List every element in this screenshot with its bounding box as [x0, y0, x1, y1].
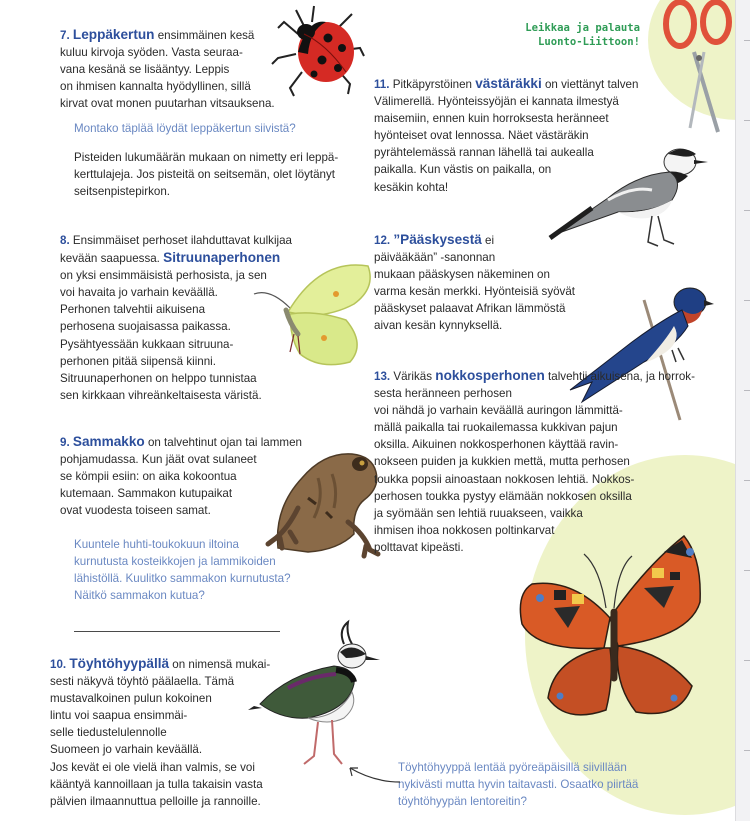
- section-10-body: on nimensä mukai- sesti näkyvä töyhtö päälaella. Tämä mustavalkoinen pulun kokoinen lintu voi saapua ensimmäi- selle tiedustelulennolle Suomeen jo varhain keväällä. Jos kevät ei ole vielä ihan valmis, se voi kääntyä kannoillaan ja tulla takaisin vasta pälvien ilmaannuttua pelloille ja rannoille.: [50, 658, 271, 808]
- section-10-paragraph: [50, 655, 270, 810]
- section-9-question: Kuuntele huhti-toukokuun iltoina kurnutusta kosteikkojen ja lammikoiden lähistöllä. Kuulitko sammakon kurnutusta? Näitkö sammakon kutua?: [74, 538, 291, 603]
- section-8-highlight: Sitruunaperhonen: [163, 250, 281, 266]
- section-11-number: 11.: [374, 78, 390, 91]
- small-tortoiseshell-butterfly-illustration: [514, 528, 714, 740]
- section-12-highlight: ”Pääskysestä: [393, 232, 482, 247]
- section-8-number: 8.: [60, 234, 70, 247]
- section-11-lead: Pitkäpyrstöinen: [392, 78, 472, 91]
- section-13-lead: Värikäs: [393, 370, 433, 383]
- section-8-body: on yksi ensimmäisistä perhosista, ja sen voi havaita jo varhain keväällä. Perhonen talvehtii aikuisena perhosena suojaisassa paikassa. Pysähtyessään kukkaan sitruuna- perhonen pitää siipensä kiinni. Sitruunaperhonen on helppo tunnistaa sen kirkkaan vihreänkeltaisesta väristä.: [60, 269, 267, 402]
- section-13-highlight: nokkosperhonen: [435, 368, 545, 383]
- section-10-question: Töyhtöhyyppä lentää pyöreäpäisillä siivillään nykivästi mutta hyvin taitavasti. Osaatko piirtää töyhtöhyypän lentoreitin?: [398, 761, 639, 809]
- section-12-number: 12.: [374, 234, 391, 247]
- section-11-body: on viettänyt talven Välimerellä. Hyönteissyöjän ei kannata ilmestyä maisemiin, ennen kuin horroksesta heränneet hyönteiset ovat lennossa. Näet västäräkin pyrähtelemässä rannan lähellä tai aukealla paikalla. Kun västis on paikalla, on kesäkin kohta!: [374, 78, 639, 194]
- section-9-number: 9.: [60, 436, 70, 449]
- section-7-body: ensimmäinen kesä kuluu kirvoja syöden. Vasta seuraa- vana kesänä se lisääntyy. Leppis on ihmisen kannalta hyödyllinen, sillä kirvat ovat monen puutarhan vitsauksena.: [60, 29, 275, 111]
- section-9-highlight: Sammakko: [72, 434, 145, 449]
- ladybug-illustration: [268, 4, 368, 104]
- frog-illustration: [268, 438, 388, 563]
- section-11-highlight: västäräkki: [475, 76, 542, 91]
- brimstone-butterfly-illustration: [250, 258, 380, 373]
- section-7-paragraph: [60, 26, 275, 112]
- lapwing-illustration: [248, 622, 388, 772]
- cutout-note: Leikkaa ja palauta Luonto-Liittoon!: [525, 21, 640, 48]
- section-13-number: 13.: [374, 370, 391, 383]
- section-13-body: talvehtii aikuisena, ja horrok- sesta heränneen perhosen voi nähdä jo varhain keväällä auringon lämmittä- mällä paikalla tai ruokailemassa kukkivan pajun oksilla. Aikuinen nokkosperhonen käyttää ravin- nokseen puiden ja kukkien mettä, mutta perhosen toukka popsii ainoastaan nokkosen lehtiä. Nokkos- perhosen toukka pystyy elämään nokkosen oksilla ja syömään sen lehtiä ruuakseen, vaikka ihmisen ihoa nokkosen poltinkarvat polttavat kipeästi.: [374, 370, 695, 554]
- section-10-number: 10.: [50, 658, 67, 671]
- section-10-highlight: Töyhtöhyypällä: [69, 656, 170, 671]
- section-12-paragraph: [374, 231, 575, 335]
- section-7-question: Montako täplää löydät leppäkertun siivistä?: [74, 122, 296, 135]
- section-9-paragraph: [60, 433, 302, 519]
- section-7-highlight: Leppäkertun: [72, 27, 155, 42]
- section-12-body: ei päivääkään” -sanonnan mukaan pääskysen näkeminen on varma kesän merkki. Hyönteisiä syövät pääskyset palaavat Afrikan lämmöstä aivan kesän kynnyksellä.: [374, 234, 576, 333]
- section-7-note: Pisteiden lukumäärän mukaan on nimetty eri leppä- kerttulajeja. Jos pisteitä on seitsemän, olet löytänyt seitsenpistepirkon.: [74, 151, 339, 199]
- arrow-icon: [344, 762, 404, 786]
- section-9-body: on talvehtinut ojan tai lammen pohjamudassa. Kun jäät ovat sulaneet se kömpii esiin: on aika kokoontua kutemaan. Sammakon kutupaikat ovat vuodesta toiseen samat.: [60, 436, 302, 518]
- section-7-number: 7.: [60, 29, 70, 42]
- scissors-icon: [660, 0, 740, 140]
- section-8-lead: Ensimmäiset perhoset ilahduttavat kulkijaa kevään saapuessa.: [60, 234, 293, 266]
